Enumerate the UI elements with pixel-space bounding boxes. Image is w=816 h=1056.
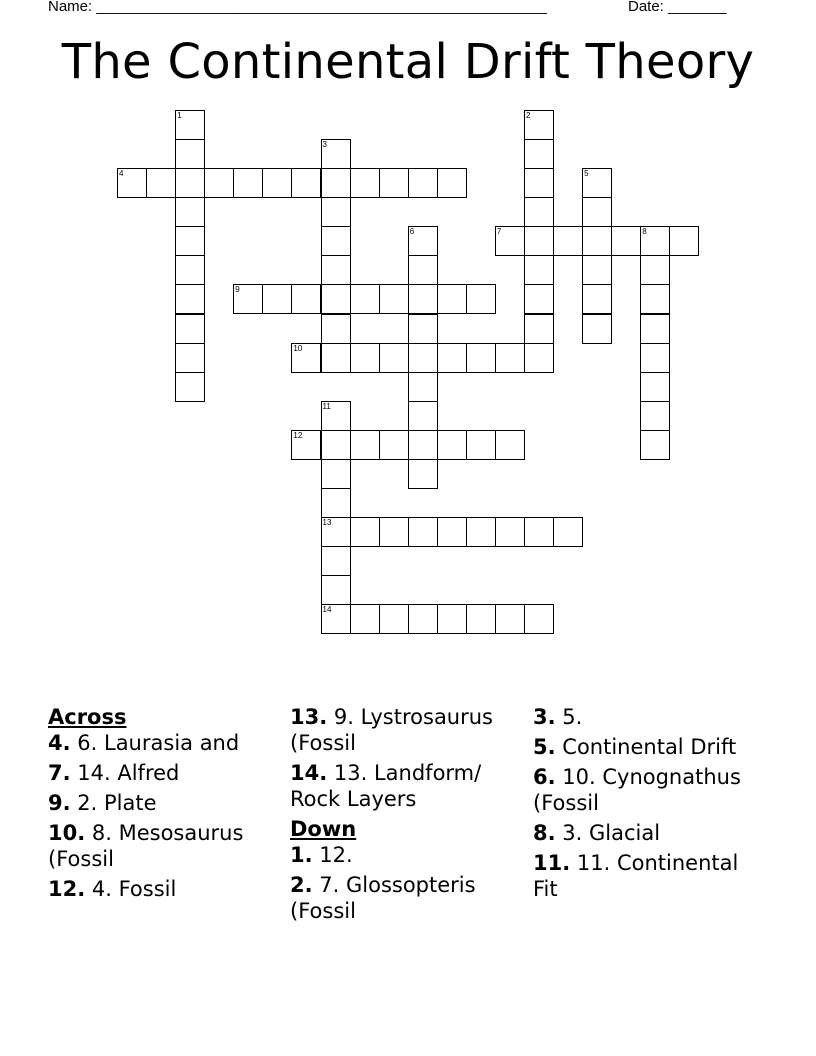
crossword-cell[interactable]: [321, 255, 351, 285]
crossword-cell[interactable]: [553, 226, 583, 256]
crossword-cell[interactable]: [669, 226, 699, 256]
clue-number: 5: [584, 169, 589, 179]
name-label: Name: ______________________________________________________: [48, 0, 547, 15]
clue-number: 4: [119, 169, 124, 179]
crossword-cell[interactable]: [408, 226, 438, 256]
crossword-cell[interactable]: [175, 168, 205, 198]
across-clue: 12. 4. Fossil: [48, 877, 177, 901]
crossword-cell[interactable]: [321, 314, 351, 344]
crossword-cell[interactable]: [204, 168, 234, 198]
crossword-cell[interactable]: [437, 343, 467, 373]
crossword-cell[interactable]: [524, 284, 554, 314]
crossword-cell[interactable]: [379, 168, 409, 198]
crossword-cell[interactable]: [553, 517, 583, 547]
crossword-cell[interactable]: [175, 139, 205, 169]
down-clue: 5. Continental Drift: [533, 735, 737, 759]
crossword-cell[interactable]: [466, 343, 496, 373]
crossword-cell[interactable]: [495, 430, 525, 460]
crossword-cell[interactable]: [582, 255, 612, 285]
crossword-cell[interactable]: [321, 343, 351, 373]
crossword-cell[interactable]: [524, 168, 554, 198]
clue-column-1: [48, 704, 284, 906]
crossword-cell[interactable]: [175, 343, 205, 373]
across-clue: 14. 13. Landform/ Rock Layers: [290, 761, 482, 811]
crossword-cell[interactable]: [321, 546, 351, 576]
down-clue: 1. 12.: [290, 843, 353, 867]
crossword-cell[interactable]: [466, 430, 496, 460]
crossword-cell[interactable]: [175, 110, 205, 140]
crossword-cell[interactable]: [262, 168, 292, 198]
clue-number: 8: [642, 227, 647, 237]
crossword-cell[interactable]: [379, 517, 409, 547]
down-clue: 6. 10. Cynognathus (Fossil: [533, 765, 741, 815]
crossword-cell[interactable]: [466, 284, 496, 314]
across-clue: 4. 6. Laurasia and: [48, 731, 240, 755]
clue-column-2: [290, 704, 526, 928]
crossword-cell[interactable]: [495, 343, 525, 373]
crossword-cell[interactable]: [495, 604, 525, 634]
crossword-cell[interactable]: [408, 604, 438, 634]
crossword-cell[interactable]: [524, 226, 554, 256]
crossword-cell[interactable]: [437, 430, 467, 460]
crossword-cell[interactable]: [466, 604, 496, 634]
crossword-cell[interactable]: [291, 430, 321, 460]
crossword-cell[interactable]: [350, 284, 380, 314]
clue-number: 12: [293, 430, 303, 440]
crossword-cell[interactable]: [524, 343, 554, 373]
crossword-cell[interactable]: [640, 401, 670, 431]
crossword-cell[interactable]: [640, 372, 670, 402]
crossword-cell[interactable]: [408, 284, 438, 314]
crossword-cell[interactable]: [321, 575, 351, 605]
crossword-cell[interactable]: [582, 314, 612, 344]
clue-number: 3: [322, 140, 327, 150]
clue-number: 14: [322, 605, 332, 615]
crossword-cell[interactable]: [321, 430, 351, 460]
crossword-cell[interactable]: [582, 168, 612, 198]
crossword-cell[interactable]: [233, 168, 263, 198]
crossword-cell[interactable]: [321, 459, 351, 489]
crossword-cell[interactable]: [437, 284, 467, 314]
crossword-cell[interactable]: [291, 343, 321, 373]
crossword-cell[interactable]: [379, 604, 409, 634]
crossword-cell[interactable]: [582, 197, 612, 227]
crossword-cell[interactable]: [640, 430, 670, 460]
crossword-cell[interactable]: [408, 430, 438, 460]
across-clue: 10. 8. Mesosaurus (Fossil: [48, 821, 244, 871]
clue-column-3: [533, 704, 769, 906]
crossword-cell[interactable]: [379, 343, 409, 373]
crossword-cell[interactable]: [408, 343, 438, 373]
crossword-cell[interactable]: [408, 168, 438, 198]
crossword-cell[interactable]: [321, 197, 351, 227]
crossword-cell[interactable]: [524, 197, 554, 227]
clue-number: 1: [177, 111, 182, 120]
crossword-cell[interactable]: [582, 284, 612, 314]
crossword-cell[interactable]: [524, 110, 554, 140]
crossword-cell[interactable]: [524, 255, 554, 285]
crossword-cell[interactable]: [524, 604, 554, 634]
clue-number: 13: [322, 518, 332, 527]
down-clue: 2. 7. Glossopteris (Fossil: [290, 873, 476, 923]
clue-number: 11: [322, 401, 331, 411]
down-heading: Down: [290, 817, 357, 841]
crossword-cell[interactable]: [262, 284, 292, 314]
across-heading: Across: [48, 705, 127, 729]
crossword-cell[interactable]: [350, 430, 380, 460]
date-label: Date: _______: [628, 0, 727, 15]
crossword-cell[interactable]: [175, 197, 205, 227]
crossword-cell[interactable]: [175, 226, 205, 256]
page-title: The Continental Drift Theory: [61, 34, 755, 90]
crossword-cell[interactable]: [640, 343, 670, 373]
crossword-cell[interactable]: [175, 255, 205, 285]
crossword-cell[interactable]: [437, 604, 467, 634]
crossword-cell[interactable]: [321, 488, 351, 518]
down-clue: 8. 3. Glacial: [533, 821, 661, 845]
crossword-cell[interactable]: [524, 314, 554, 344]
crossword-cell[interactable]: [291, 284, 321, 314]
crossword-cell[interactable]: [321, 226, 351, 256]
clue-number: 9: [235, 285, 240, 295]
crossword-cell[interactable]: [611, 226, 641, 256]
crossword-cell[interactable]: [408, 314, 438, 344]
crossword-cell[interactable]: [408, 459, 438, 489]
crossword-cell[interactable]: [466, 517, 496, 547]
crossword-cell[interactable]: [321, 604, 351, 634]
crossword-cell[interactable]: [350, 343, 380, 373]
crossword-cell[interactable]: [175, 314, 205, 344]
crossword-cell[interactable]: [175, 372, 205, 402]
crossword-cell[interactable]: [524, 517, 554, 547]
across-clue: 9. 2. Plate: [48, 791, 157, 815]
clue-number: 2: [526, 111, 531, 120]
crossword-cell[interactable]: [437, 168, 467, 198]
down-clue: 11. 11. Continental Fit: [533, 851, 739, 901]
crossword-cell[interactable]: [321, 401, 351, 431]
crossword-cell[interactable]: [495, 517, 525, 547]
crossword-cell[interactable]: [408, 255, 438, 285]
crossword-cell[interactable]: [321, 284, 351, 314]
crossword-cell[interactable]: [350, 517, 380, 547]
crossword-cell[interactable]: [350, 604, 380, 634]
crossword-cell[interactable]: [379, 430, 409, 460]
clue-number: 10: [293, 343, 303, 353]
crossword-cell[interactable]: [146, 168, 176, 198]
crossword-cell[interactable]: [408, 401, 438, 431]
crossword-cell[interactable]: [117, 168, 147, 198]
crossword-cell[interactable]: [321, 139, 351, 169]
crossword-cell[interactable]: [175, 284, 205, 314]
crossword-cell[interactable]: [640, 255, 670, 285]
crossword-cell[interactable]: [321, 168, 351, 198]
down-clue: 3. 5.: [533, 705, 583, 729]
across-clue: 13. 9. Lystrosaurus (Fossil: [290, 705, 494, 755]
crossword-cell[interactable]: [495, 226, 525, 256]
crossword-cell[interactable]: [379, 284, 409, 314]
crossword-cell[interactable]: [321, 517, 351, 547]
crossword-cell[interactable]: [350, 168, 380, 198]
crossword-cell[interactable]: [408, 372, 438, 402]
crossword-cell[interactable]: [408, 517, 438, 547]
crossword-cell[interactable]: [582, 226, 612, 256]
clue-number: 7: [496, 227, 502, 237]
crossword-cell[interactable]: [437, 517, 467, 547]
crossword-cell[interactable]: [291, 168, 321, 198]
crossword-cell[interactable]: [640, 284, 670, 314]
crossword-cell[interactable]: [640, 314, 670, 344]
clue-number: 6: [409, 227, 415, 237]
across-clue: 7. 14. Alfred: [48, 761, 180, 785]
crossword-cell[interactable]: [640, 226, 670, 256]
crossword-cell[interactable]: [233, 284, 263, 314]
crossword-cell[interactable]: [524, 139, 554, 169]
